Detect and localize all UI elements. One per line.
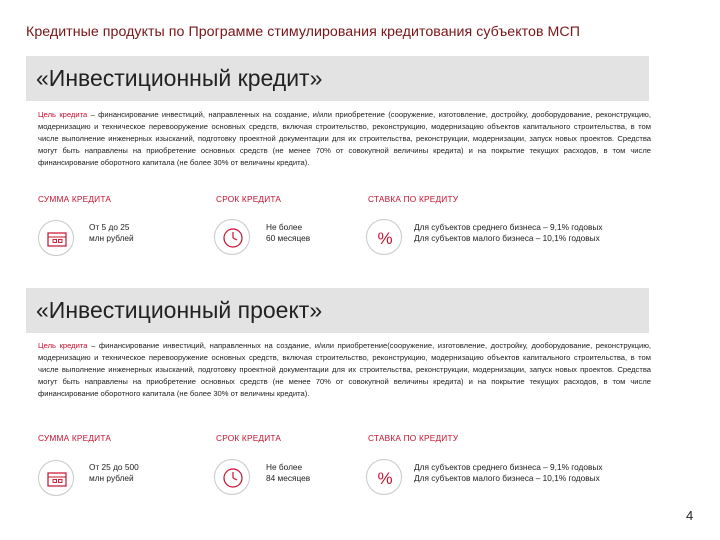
amount-header: СУММА КРЕДИТА bbox=[38, 433, 112, 443]
percent-icon bbox=[366, 459, 402, 495]
amount-value bbox=[89, 222, 134, 244]
section-title-investment-credit: «Инвестиционный кредит» bbox=[26, 56, 649, 101]
description-label: Цель кредита bbox=[38, 110, 88, 119]
term-value bbox=[266, 222, 310, 244]
wallet-icon bbox=[38, 220, 74, 256]
amount-value bbox=[89, 462, 139, 484]
page-title: Кредитные продукты по Программе стимулирования кредитования субъектов МСП bbox=[26, 24, 580, 40]
percent-icon-glyph: % bbox=[377, 229, 393, 248]
wallet-icon bbox=[38, 460, 74, 496]
amount-line: млн рублей bbox=[89, 473, 134, 483]
rate-line: Для субъектов среднего бизнеса – 9,1% годовых bbox=[414, 222, 603, 232]
rate-value bbox=[414, 222, 603, 244]
rate-line: Для субъектов малого бизнеса – 10,1% годовых bbox=[414, 473, 600, 483]
description-text: – финансирование инвестиций, направленных на создание, и/или приобретение (сооружение, изготовление, достройку, дооборудование, реконструкцию, модернизацию и техническое перевооружение основных средств, включая строительство, реконструкцию, модернизацию объектов капитального строительства, в том числе выполнение инженерных изысканий, подготовку проектной документации для их строительства, реконструкции, модернизации, запуск новых проектов. Средства могут быть направлены на приобретение основных средств (не менее 70% от совокупной величины кредита) и на покрытие текущих расходов, в том числе финансирование оборотного капитала (не более 30% от величины кредита). bbox=[38, 110, 651, 168]
rate-line: Для субъектов среднего бизнеса – 9,1% годовых bbox=[414, 462, 603, 472]
term-line: Не более bbox=[266, 222, 303, 232]
section-title-investment-project: «Инвестиционный проект» bbox=[26, 288, 649, 333]
amount-line: От 5 до 25 bbox=[89, 222, 130, 232]
amount-line: От 25 до 500 bbox=[89, 462, 139, 472]
page-number: 4 bbox=[686, 508, 694, 523]
term-line: Не более bbox=[266, 462, 303, 472]
percent-icon bbox=[366, 219, 402, 255]
description-text: – финансирование инвестиций, направленных на создание, и/или приобретение(сооружение, изготовление, достройку, дооборудование, реконструкцию, модернизацию и техническое перевооружение основных средств, включая строительство, реконструкцию, модернизацию объектов капитального строительства, в том числе выполнение инженерных изысканий, подготовку проектной документации для их строительства, реконструкции, модернизации, запуск новых проектов. Средства могут быть направлены на приобретение основных средств (не менее 70% от совокупной величины кредита) и на покрытие текущих расходов, в том числе финансирование оборотного капитала (не более 30% от величины кредита). bbox=[38, 341, 651, 399]
term-line: 84 месяцев bbox=[266, 473, 311, 483]
section-description bbox=[38, 109, 651, 169]
rate-value bbox=[414, 462, 603, 484]
amount-header: СУММА КРЕДИТА bbox=[38, 194, 112, 204]
section-description bbox=[38, 340, 651, 400]
term-header: СРОК КРЕДИТА bbox=[216, 433, 282, 443]
clock-icon bbox=[214, 219, 250, 255]
term-header: СРОК КРЕДИТА bbox=[216, 194, 282, 204]
rate-header: СТАВКА ПО КРЕДИТУ bbox=[368, 194, 459, 204]
term-line: 60 месяцев bbox=[266, 233, 311, 243]
percent-icon-glyph: % bbox=[377, 469, 393, 488]
rate-line: Для субъектов малого бизнеса – 10,1% годовых bbox=[414, 233, 600, 243]
clock-icon bbox=[214, 459, 250, 495]
description-label: Цель кредита bbox=[38, 341, 88, 350]
term-value bbox=[266, 462, 310, 484]
amount-line: млн рублей bbox=[89, 233, 134, 243]
rate-header: СТАВКА ПО КРЕДИТУ bbox=[368, 433, 459, 443]
